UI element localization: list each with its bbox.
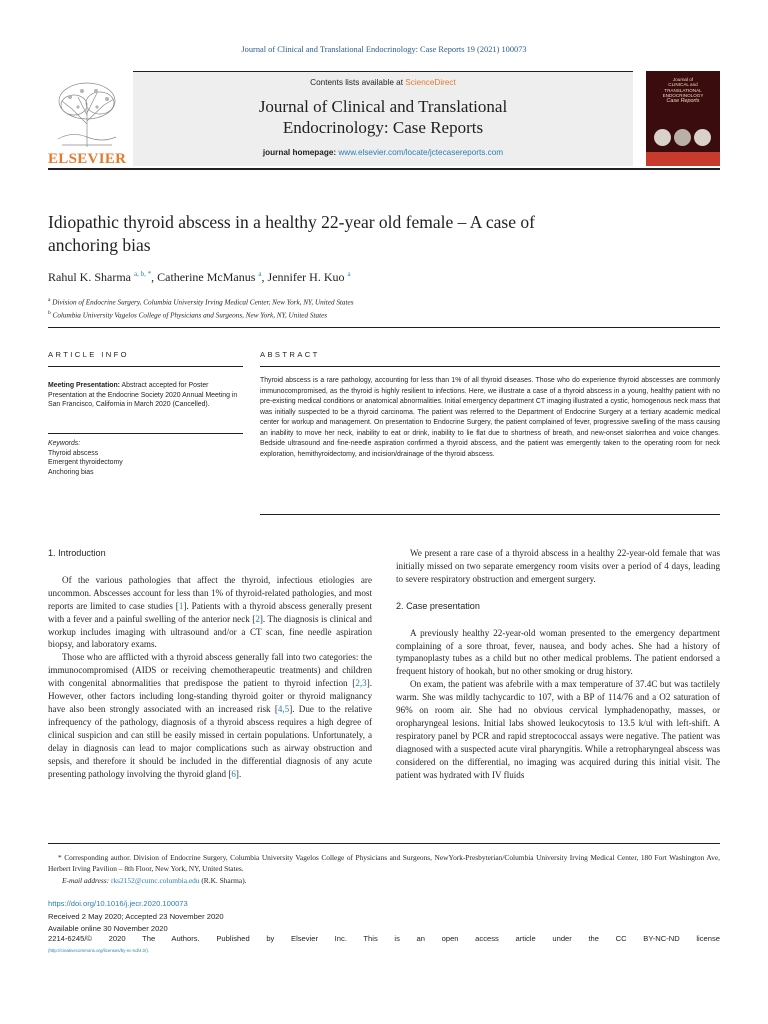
- keywords-label: Keywords:: [48, 440, 81, 447]
- paragraph: Those who are afflicted with a thyroid abscess generally fall into two categories: the immunocompromised (AIDS or receiving chemotherapeutic treatments) and children with congenital abnormalities that predispose the patient to thyroid infection [2,3]. However, other factors including long-standing thyroid goiter or thyroid malignancy have also been strongly associated with an increased risk [4,5]. Due to the relative infrequency of the pathology, diagnosis of a thyroid abscess requires a high degree of clinical suspicion and can still be easily missed in certain populations. Unfortunately, a delay in diagnosis can lead to major complications such as airway obstruction and sepsis, and therefore it should be included in the differential diagnosis of any acute presenting pathology involving the thyroid gland [6].: [48, 652, 372, 779]
- homepage-link[interactable]: www.elsevier.com/locate/jctecasereports.com: [338, 148, 504, 157]
- abstract-bottom-rule: [260, 514, 720, 515]
- abstract-heading: ABSTRACT: [260, 350, 320, 359]
- keyword-item: Anchoring bias: [48, 468, 94, 476]
- affiliation-item: $^b$ Columbia University Vagelos College of Physicians and Surgeons, New York, NY, United States: [48, 310, 328, 320]
- cover-image-3: [694, 129, 711, 146]
- keyword-item: Thyroid abscess: [48, 449, 99, 457]
- section-heading-case-presentation: 2. Case presentation: [396, 600, 480, 611]
- homepage-label: journal homepage:: [262, 148, 339, 157]
- elsevier-tree-icon: [52, 79, 122, 149]
- author-affil-marker[interactable]: a: [347, 270, 351, 278]
- contents-prefix: Contents lists available at: [310, 78, 406, 87]
- meeting-label: Meeting Presentation:: [48, 382, 120, 389]
- article-title: Idiopathic thyroid abscess in a healthy 22-year old female – A case of anchoring bias: [48, 212, 535, 255]
- author-name: Jennifer H. Kuo: [267, 270, 345, 284]
- license-link[interactable]: (http://creativecommons.org/licenses/by-nc-nd/4.0/).: [48, 948, 150, 953]
- author-affil-marker[interactable]: a, b, *: [134, 270, 152, 278]
- section-rule: [48, 327, 720, 328]
- meeting-text: Abstract accepted for Poster Presentation at the Endocrine Society 2020 Annual Meeting in San Francisco, California in March 2020 (Cancelled).: [48, 382, 238, 409]
- body-column-right: [396, 547, 720, 782]
- keywords-block: [48, 439, 248, 477]
- abstract-rule: [260, 366, 720, 367]
- abstract-text: Thyroid abscess is a rare pathology, accounting for less than 1% of all thyroid diseases. Those who do experience thyroid abscesses are commonly immunocompromised, as the thyroid is highly resilient to infections. Here, we illustrate a case of a thyroid abscess in a young, healthy patient with no pre-existing medical conditions or anatomical abnormalities. Initial emergency department CT imaging illustrated a cystic, homogenous neck mass that was initially suspected to be a thyroid carcinoma. The patient was referred to the Department of Endocrine Surgery at a tertiary academic medical center for workup and management. On presentation to Endocrine Surgery, the patient complained of fever, progressive swelling of the mass causing an inability to move her neck, inability to eat or drink, inability to lie flat due to shortness of breath, and new-onset sialorrhea and voice changes. Bedside ultrasound and fine-needle aspiration confirmed a thyroid abscess, and the patient was emergently taken to the operating room for neck exploration, hemithyroidectomy, and incision/drainage of the thyroid abscess.: [260, 377, 720, 458]
- sciencedirect-link[interactable]: ScienceDirect: [405, 78, 456, 87]
- journal-title-line-1: Journal of Clinical and Translational: [258, 97, 508, 116]
- email-link[interactable]: rks2152@cumc.columbia.edu: [111, 875, 200, 885]
- publisher-name: ELSEVIER: [48, 151, 127, 167]
- contents-line: [133, 78, 633, 87]
- author-name: Rahul K. Sharma: [48, 270, 131, 284]
- corresponding-author-footnote: [48, 852, 720, 886]
- journal-header-box: [133, 71, 633, 166]
- cover-title: Journal of CLINICAL and TRANSLATIONAL ENDOCRINOLOGY Case Reports: [662, 77, 704, 104]
- meeting-presentation: [48, 381, 248, 410]
- email-line: E-mail address: rks2152@cumc.columbia.edu (R.K. Sharma).: [62, 875, 247, 885]
- keywords-rule: [48, 433, 243, 434]
- doi-link[interactable]: https://doi.org/10.1016/j.jecr.2020.100073: [48, 899, 188, 908]
- received-accepted: Received 2 May 2020; Accepted 23 November 2020: [48, 912, 224, 921]
- header-rule: [48, 168, 720, 170]
- journal-masthead: [48, 71, 720, 166]
- corresponding-author: * Corresponding author. Division of Endocrine Surgery, Columbia University Vagelos College of Physicians and Surgeons, NewYork-Presbyterian/Columbia University Irving Medical Center, 180 Fort Washington Ave, Herbert Irving Pavilion – 8th Floor, New York, NY, United States.: [48, 853, 720, 874]
- paragraph: Of the various pathologies that affect the thyroid, infectious etiologies are uncommon. Abscesses account for less than 1% of thyroid-related pathologies, and most reports are limited to case studies [1]. Patients with a thyroid abscess generally present with a fever and a painful swelling of the anterior neck [2]. The diagnosis is clinical and workup includes imaging with ultrasound and/or a CT scan, fine needle aspiration biopsy, and laboratory exams.: [48, 574, 372, 650]
- journal-title-line-2: Endocrinology: Case Reports: [282, 118, 484, 137]
- cover-image-2: [674, 129, 691, 146]
- affiliation-item: $^a$ Division of Endocrine Surgery, Columbia University Irving Medical Center, New York, NY, United States: [48, 297, 354, 307]
- article-info-heading: ARTICLE INFO: [48, 350, 129, 359]
- body-column-left: [48, 547, 372, 780]
- affiliations: [48, 295, 354, 322]
- paragraph: A previously healthy 22-year-old woman presented to the emergency department complaining of a sore throat, fever, nausea, and body aches. She had a history of tympanoplasty tubes as a child but no other medical problems. The patient endorsed a frequent history of hookah, but no other smoking or drug history.: [396, 627, 720, 677]
- publication-dates: [48, 911, 224, 934]
- paragraph: On exam, the patient was afebrile with a max temperature of 37.4C but was tactilely warm. She was mildly tachycardic to 107, with a BP of 114/76 and a O2 saturation of 96% on room air. She had no obvious cervical lymphadenopathy, masses, or oropharyngeal lesions. Initial labs showed leukocytosis to 13.5 k/ul with left-shift. A respiratory panel by PCR and rapid streptococcal assays were negative. The patient was diagnosed with a suspected acute viral pharyngitis. While a retropharyngeal abscess was considered on the differential, no imaging was acquired during this initial visit. The patient was hydrated with IV fluids: [396, 679, 720, 780]
- journal-cover-thumbnail: [646, 71, 720, 166]
- citation-link[interactable]: 1: [178, 600, 184, 611]
- footnote-rule: [48, 843, 720, 844]
- author-list: Rahul K. Sharma $^{a, b, *}$, Catherine McManus $^a$, Jennifer H. Kuo $^a$: [48, 270, 351, 284]
- cover-image-1: [654, 129, 671, 146]
- journal-homepage: [133, 148, 633, 157]
- author-affil-marker[interactable]: a: [258, 270, 262, 278]
- citation-link[interactable]: 4,5: [277, 703, 290, 714]
- elsevier-logo: [48, 71, 126, 166]
- journal-title: [133, 96, 633, 138]
- section-heading-introduction: 1. Introduction: [48, 548, 106, 558]
- paragraph: We present a rare case of a thyroid abscess in a healthy 22-year-old female that was initially missed on two separate emergency room visits over a period of 4 days, leading to severe respiratory obstruction and emergent surgery.: [396, 548, 720, 584]
- license-statement: 2214-6245/© 2020 The Authors. Published by Elsevier Inc. This is an open access article under the CC BY-NC-ND license: [48, 934, 720, 943]
- citation-link[interactable]: 2: [255, 613, 260, 624]
- cover-band: [646, 152, 720, 166]
- article-info-rule: [48, 366, 243, 367]
- author-name: Catherine McManus: [157, 270, 256, 284]
- citation-link[interactable]: 2,3: [355, 678, 367, 689]
- available-online: Available online 30 November 2020: [48, 923, 168, 933]
- keyword-item: Emergent thyroidectomy: [48, 459, 123, 467]
- citation-link[interactable]: 6: [231, 768, 236, 779]
- running-head: Journal of Clinical and Translational Endocrinology: Case Reports 19 (2021) 100073: [241, 45, 527, 54]
